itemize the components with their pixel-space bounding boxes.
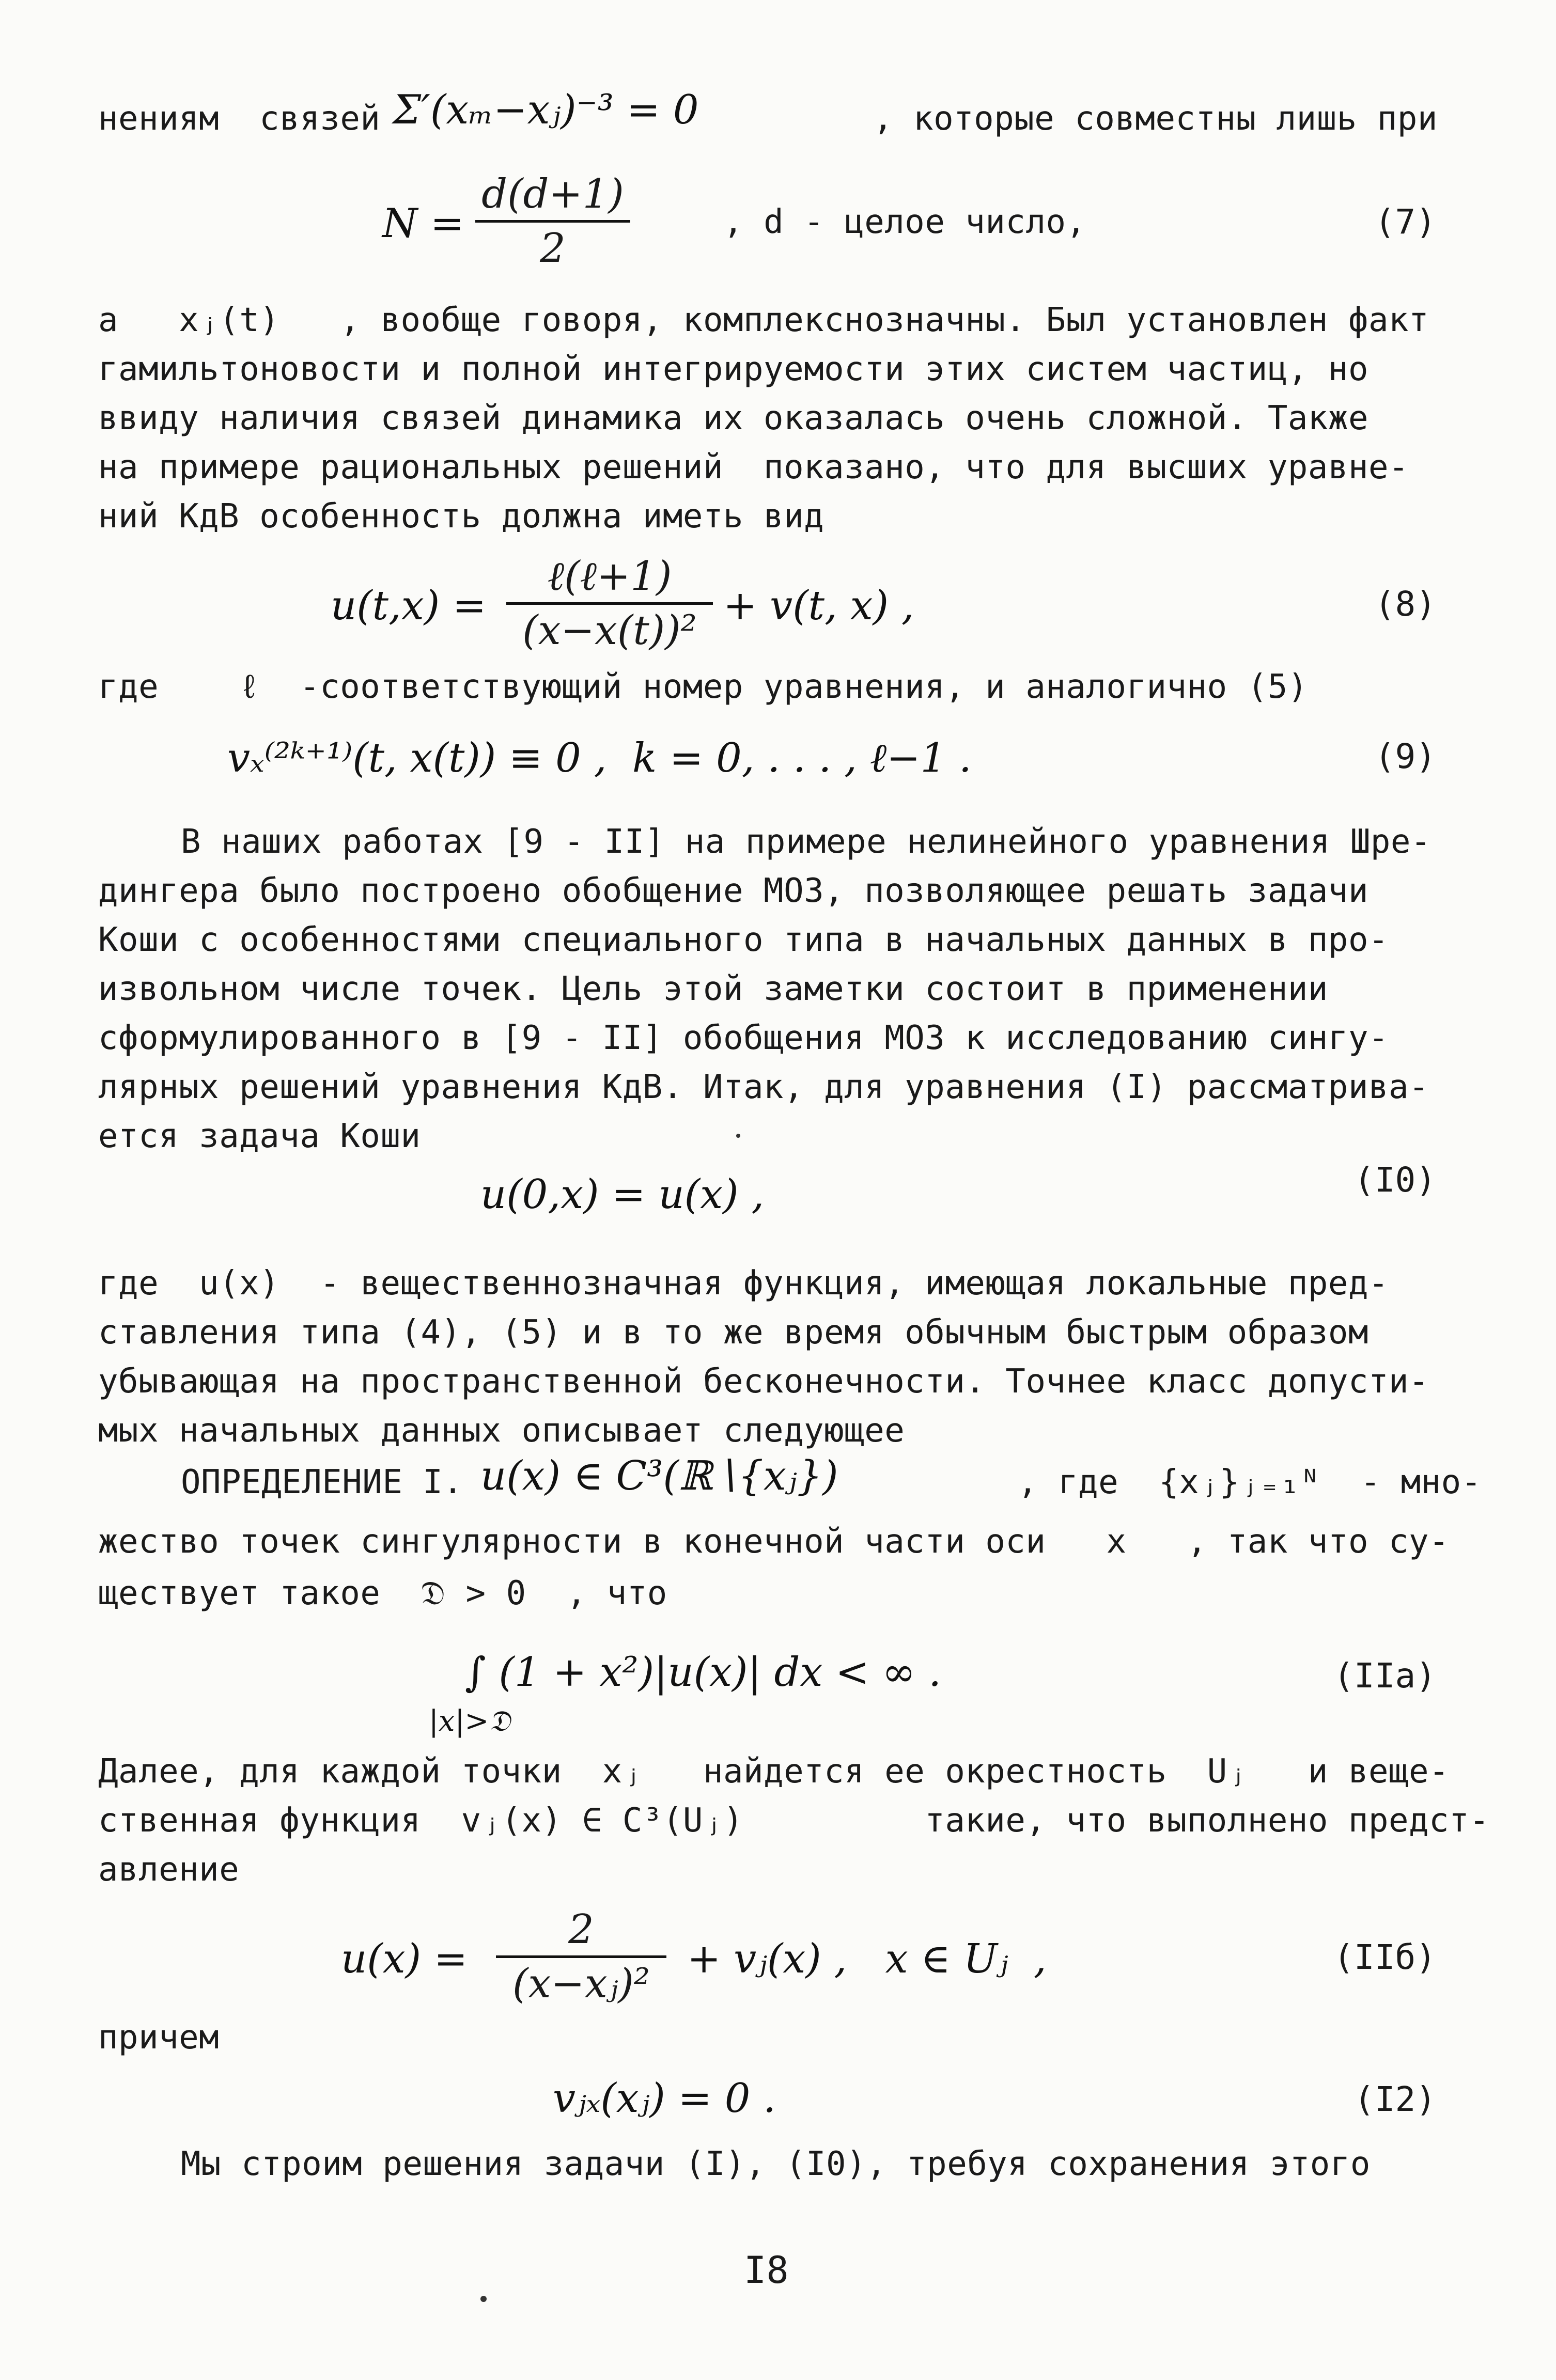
text-line: мых начальных данных описывает следующее xyxy=(98,1412,905,1450)
text-line: причем xyxy=(98,2018,220,2057)
text-line: лярных решений уравнения КдВ. Итак, для уравнения (I) рассматрива- xyxy=(98,1068,1429,1106)
eq11a-subscript: |x|>𝔇 xyxy=(429,1704,510,1738)
eq7-numerator: d(d+1) xyxy=(481,171,624,217)
text-line: где u(x) - вещественнозначная функция, имеющая локальные пред- xyxy=(98,1264,1389,1303)
equation-number: (7) xyxy=(1374,202,1436,242)
eq8-numerator: ℓ(ℓ+1) xyxy=(547,553,672,600)
page-number: I8 xyxy=(744,2248,789,2292)
eq10-formula: u(0,x) = u(x) , xyxy=(480,1171,765,1218)
text-line: Мы строим решения задачи (I), (I0), требуя сохранения этого xyxy=(181,2145,1371,2183)
eq8-rhs: + v(t, x) , xyxy=(723,583,914,629)
fraction-bar xyxy=(496,1955,666,1958)
text-line: на примере рациональных решений показано, что для высших уравне- xyxy=(98,448,1409,487)
text-line: ственная функция vⱼ(x) ∈ C³(Uⱼ) такие, что выполнено предст- xyxy=(98,1802,1490,1840)
definition-formula: u(x) ∈ C³(ℝ∖{xⱼ}) xyxy=(480,1453,838,1499)
eq9-formula: vₓ⁽²ᵏ⁺¹⁾(t, x(t)) ≡ 0 , k = 0, . . . , ℓ−1 . xyxy=(227,735,972,781)
text-line: нениям связей xyxy=(98,100,381,138)
eq11b-denominator: (x−xⱼ)² xyxy=(512,1961,650,2007)
definition-label: ОПРЕДЕЛЕНИЕ I. xyxy=(181,1463,463,1501)
equation-number: (8) xyxy=(1374,584,1436,624)
eq11b-numerator: 2 xyxy=(568,1906,594,1953)
formula-constraint: Σ′(xₘ−xⱼ)⁻³ = 0 xyxy=(393,87,699,133)
text-line: Далее, для каждой точки xⱼ найдется ее окрестность Uⱼ и веще- xyxy=(98,1752,1450,1791)
text-line: , d - целое число, xyxy=(723,203,1086,241)
eq7-fraction xyxy=(475,170,630,272)
eq7-denominator: 2 xyxy=(540,225,566,272)
eq11b-lhs: u(x) = xyxy=(341,1936,468,1982)
fraction-bar xyxy=(475,220,630,223)
eq11b-fraction xyxy=(496,1906,666,2008)
text-line: жество точек сингулярности в конечной части оси x , так что су- xyxy=(98,1523,1450,1561)
text-line: ется задача Коши xyxy=(98,1117,421,1155)
eq11a-formula: ∫ (1 + x²)|u(x)| dx < ∞ . xyxy=(465,1649,941,1696)
equation-number: (IIa) xyxy=(1333,1656,1436,1696)
text-line: авление xyxy=(98,1851,240,1889)
fraction-bar xyxy=(506,602,713,605)
text-line: ществует такое 𝔇 > 0 , что xyxy=(98,1574,667,1612)
equation-number: (IIб) xyxy=(1333,1937,1436,1977)
text-line: Коши с особенностями специального типа в начальных данных в про- xyxy=(98,921,1389,959)
eq8-lhs: u(t,x) = xyxy=(331,583,487,629)
text-line: убывающая на пространственной бесконечности. Точнее класс допусти- xyxy=(98,1363,1429,1401)
eq12-formula: vⱼₓ(xⱼ) = 0 . xyxy=(553,2075,776,2122)
eq8-fraction xyxy=(506,553,713,654)
equation-number: (9) xyxy=(1374,737,1436,776)
eq8-denominator: (x−x(t))² xyxy=(522,607,697,654)
ink-dot xyxy=(736,1134,740,1138)
ink-dot xyxy=(480,2296,487,2302)
text-line: ввиду наличия связей динамика их оказалась очень сложной. Также xyxy=(98,399,1368,437)
text-line: а xⱼ(t) , вообще говоря, комплекснозначны. Был установлен факт xyxy=(98,301,1429,339)
text-line: , где {xⱼ}ⱼ₌₁ᴺ - мно- xyxy=(1018,1463,1482,1501)
text-line: ний КдВ особенность должна иметь вид xyxy=(98,497,824,536)
text-line: извольном числе точек. Цель этой заметки состоит в применении xyxy=(98,970,1328,1008)
text-line: В наших работах [9 - II] на примере нелинейного уравнения Шре- xyxy=(181,823,1431,861)
eq11b-rhs: + vⱼ(x) , x ∈ Uⱼ , xyxy=(687,1936,1047,1982)
equation-number: (I2) xyxy=(1354,2079,1436,2119)
text-line: где ℓ -соответствующий номер уравнения, и аналогично (5) xyxy=(98,668,1308,706)
text-line: сформулированного в [9 - II] обобщения МОЗ к исследованию сингу- xyxy=(98,1019,1389,1057)
text-line: гамильтоновости и полной интегрируемости этих систем частиц, но xyxy=(98,350,1368,388)
text-line: дингера было построено обобщение МОЗ, позволяющее решать задачи xyxy=(98,872,1368,910)
eq7-lhs: N = xyxy=(382,200,464,247)
text-line: , которые совместны лишь при xyxy=(873,100,1438,138)
equation-number: (I0) xyxy=(1354,1160,1436,1200)
text-line: ставления типа (4), (5) и в то же время обычным быстрым образом xyxy=(98,1313,1368,1352)
